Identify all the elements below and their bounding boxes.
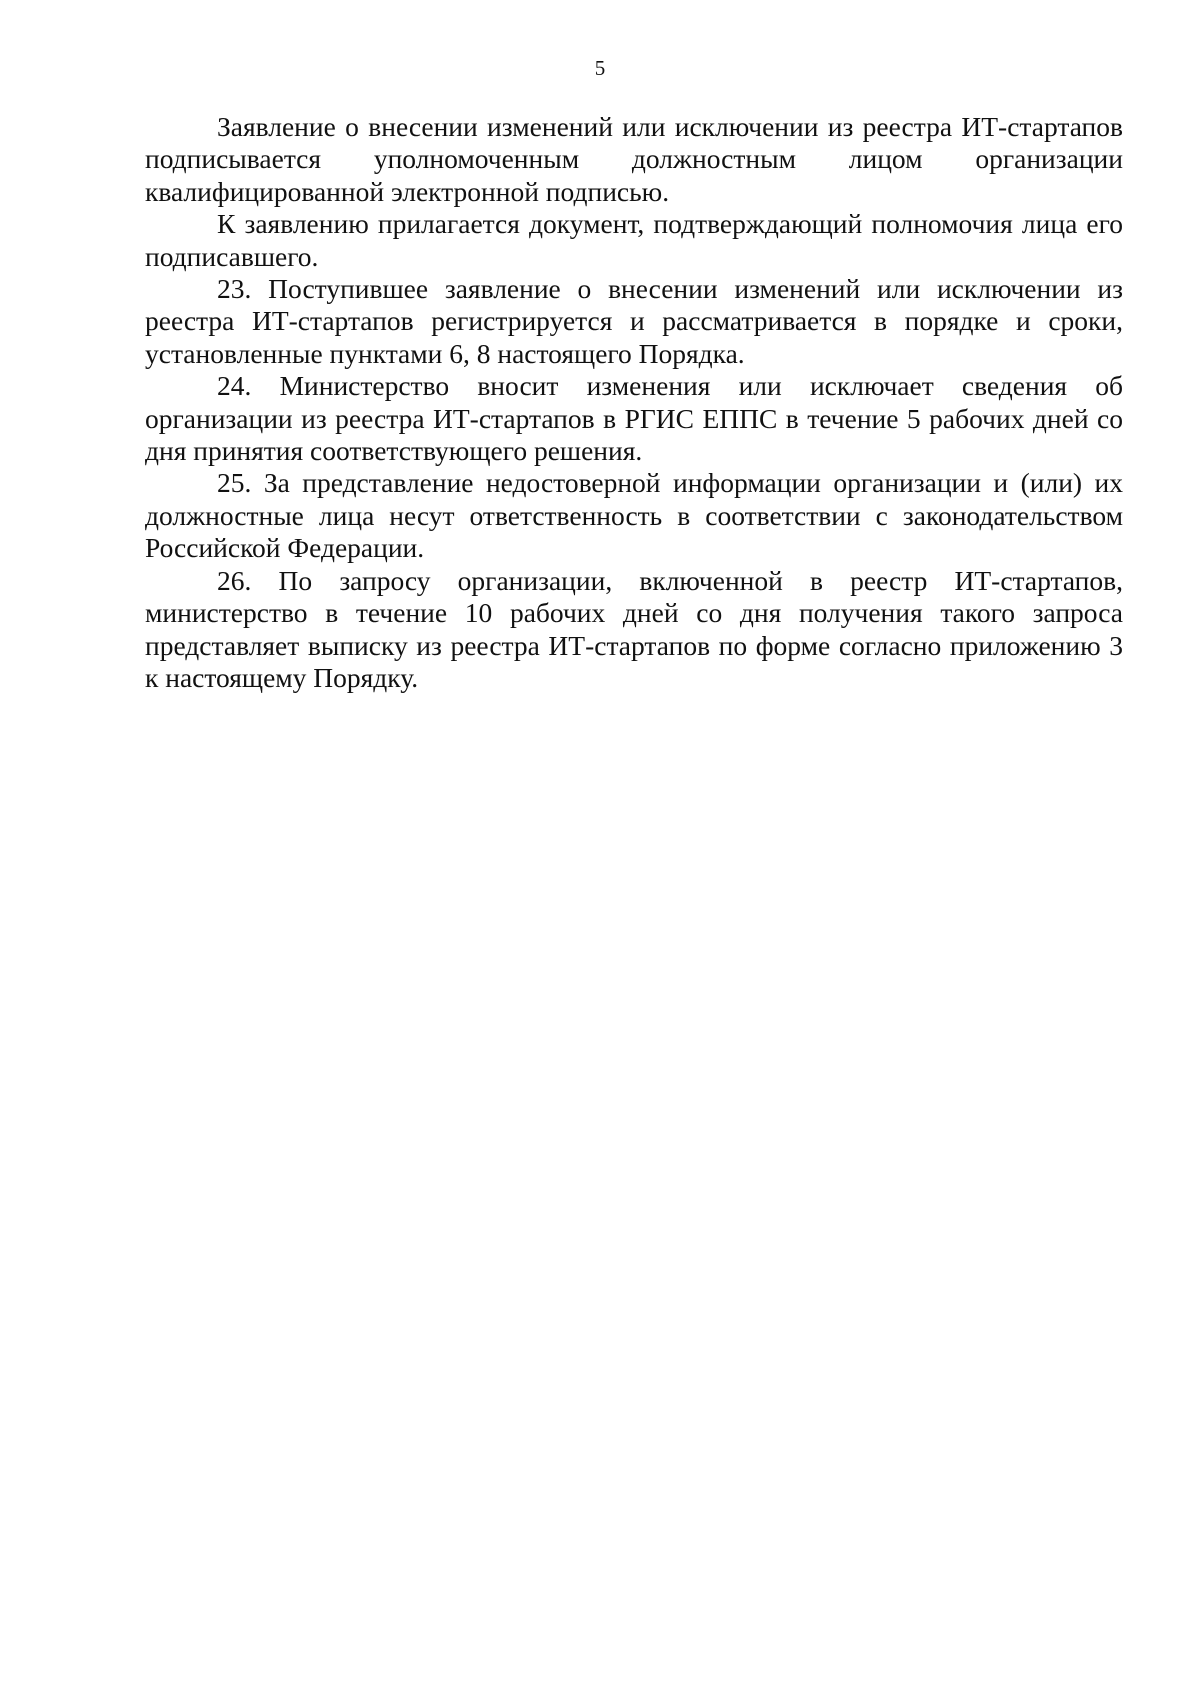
paragraph-item-26: 26. По запросу организации, включенной в реестр ИТ-стартапов, министерство в течение 10 рабочих дней со дня получения такого запроса представляет выписку из реестра ИТ-стартапов по форме согласно приложению 3 к настоящему Порядку. [145, 564, 1123, 693]
paragraph-attached-document: К заявлению прилагается документ, подтверждающий полномочия лица его подписавшего. [145, 208, 1123, 272]
paragraph-item-25: 25. За представление недостоверной информации организации и (или) их должностные лица несут ответственность в соответствии с законодательством Российской Федерации. [145, 467, 1123, 564]
document-body [145, 111, 1123, 694]
paragraph-item-23: 23. Поступившее заявление о внесении изменений или исключении из реестра ИТ-стартапов регистрируется и рассматривается в порядке и сроки, установленные пунктами 6, 8 настоящего Порядка. [145, 273, 1123, 369]
paragraph-item-24: 24. Министерство вносит изменения или исключает сведения об организации из реестра ИТ-стартапов в РГИС ЕППС в течение 5 рабочих дней со дня принятия соответствующего решения. [145, 370, 1123, 467]
page-number: 5 [594, 56, 606, 80]
paragraph-signature-requirement: Заявление о внесении изменений или исключении из реестра ИТ-стартапов подписывается уполномоченным должностным лицом организации квалифицированной электронной подписью. [145, 111, 1123, 207]
